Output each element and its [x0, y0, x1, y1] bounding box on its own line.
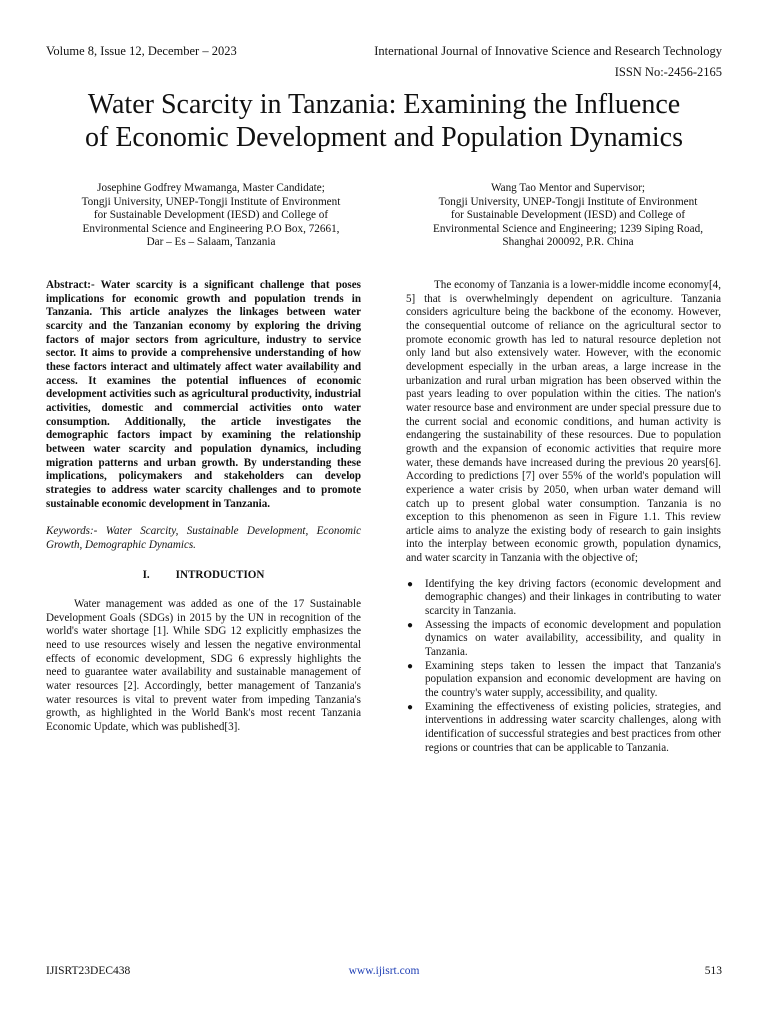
footer-paper-id: IJISRT23DEC438: [46, 965, 131, 977]
economy-paragraph: The economy of Tanzania is a lower-middle income economy[4, 5] that is overwhelmingly dependent on agriculture. Tanzania considers agriculture being the backbone of the economy. However, the consequential outcome of reliance on the agricultural sector to promote economic growth has led to natural resource depletion not only land but also extensively water. However, with the economic development especially in the urban areas, a large increase in the urbanization and rural urban migration has been observed within the past years leading to over population within the cities. The nation's water resource base and environment are under special pressure due to the current social and economic conditions, and human activity is endangering the sustainability of these resources. Due to population growth and the expansion of economic activities that require more water, these demands have increased during the previous 20 years[6]. According to predictions [7] over 55% of the world's population will experience a water crisis by 2050, when urban water demand will catch up to present global water consumption. Tanzania is no exception to this phenomenon as seen in Figure 1.1. This review article aims to analyze the existing body of research to gain insights into the interplay between economic growth, population dynamics, and water scarcity in Tanzania with the objective of;: [406, 279, 721, 565]
author-line: Tongji University, UNEP-Tongji Institute of Environment: [438, 195, 698, 208]
author-line: for Sustainable Development (IESD) and College of: [450, 209, 686, 222]
author-line: for Sustainable Development (IESD) and College of: [93, 209, 329, 222]
author-line: Environmental Science and Engineering; 1239 Siping Road,: [433, 222, 703, 235]
section-title: INTRODUCTION: [175, 569, 265, 582]
list-item: ● Examining steps taken to lessen the impact that Tanzania's population expansion and economic development are having on the country's water supply, accessibility, and quality.: [407, 659, 721, 700]
intro-paragraph: Water management was added as one of the 17 Sustainable Development Goals (SDGs) in 2015 by the UN in recognition of the world's water shortage [1]. While SDG 12 explicitly emphasizes the need to use resources wisely and lessen the negative environmental effects of economic development, SDG 6 expressly highlights the need to guarantee water availability and sustainable management of water resources [2]. Accordingly, better management of Tanzania's water resources is vital to prevent water from impeding Tanzania's growth, as highlighted in the World Bank's most recent Tanzania Economic Update, which was published[3].: [46, 598, 361, 734]
header-volume: Volume 8, Issue 12, December – 2023: [46, 44, 237, 58]
paper-title-line: Water Scarcity in Tanzania: Examining the Influence: [87, 89, 681, 120]
header-issn: ISSN No:-2456-2165: [614, 65, 722, 79]
bullet-icon: ●: [407, 619, 414, 631]
author-line: Dar – Es – Salaam, Tanzania: [146, 236, 276, 249]
list-item: ● Identifying the key driving factors (economic development and demographic changes) and their linkages in contributing to water scarcity in Tanzania.: [407, 577, 721, 618]
list-item: ● Assessing the impacts of economic development and population dynamics on water availability, accessibility, and quality in Tanzania.: [407, 618, 721, 659]
author-block-left: [46, 182, 376, 250]
author-line: Wang Tao Mentor and Supervisor;: [490, 182, 646, 194]
section-heading-introduction: [46, 569, 361, 583]
paper-title: [30, 88, 738, 154]
footer-page-number: 513: [704, 965, 722, 977]
bullet-icon: ●: [407, 660, 414, 672]
author-line: Shanghai 200092, P.R. China: [502, 236, 634, 249]
abstract: Abstract:- Water scarcity is a significant challenge that poses implications for economic growth and population trends in Tanzania. This article analyzes the linkages between water scarcity and the Tanzanian economy by exploring the driving factors of major sectors from agriculture, industry to service sector. It aims to provide a comprehensive understanding of how these factors interact and ultimately affect water availability and access. It examines the potential influences of economic development activities such as agricultural productivity, industrial activities, domestic and commercial activities onto water consumption. Additionally, the article investigates the demographic factors impact by examining the relationship between water scarcity and population dynamics, including migration patterns and urban growth. By understanding these implications, policymakers and stakeholders can develop strategies to address water scarcity challenges and to promote sustainable economic development in Tanzania.: [46, 279, 361, 510]
section-number: I.: [142, 569, 150, 582]
left-column: [46, 279, 361, 735]
author-block-right: [403, 182, 733, 250]
keywords: Keywords:- Water Scarcity, Sustainable Development, Economic Growth, Demographic Dynamics.: [46, 525, 361, 551]
list-item: ● Examining the effectiveness of existing policies, strategies, and interventions in addressing water scarcity challenges, along with identification of successful strategies and best practices from other regions or countries that can be applicable to Tanzania.: [407, 700, 721, 754]
header-journal: International Journal of Innovative Science and Research Technology: [374, 44, 722, 58]
right-column: [406, 279, 721, 755]
objectives-list: [406, 578, 721, 756]
bullet-icon: ●: [407, 578, 414, 590]
author-line: Tongji University, UNEP-Tongji Institute of Environment: [81, 195, 341, 208]
paper-title-line: of Economic Development and Population Dynamics: [85, 122, 683, 153]
bullet-icon: ●: [407, 701, 414, 713]
author-line: Environmental Science and Engineering P.O Box, 72661,: [82, 222, 340, 235]
author-line: Josephine Godfrey Mwamanga, Master Candidate;: [97, 182, 325, 194]
footer-website-link[interactable]: www.ijisrt.com: [348, 965, 420, 977]
